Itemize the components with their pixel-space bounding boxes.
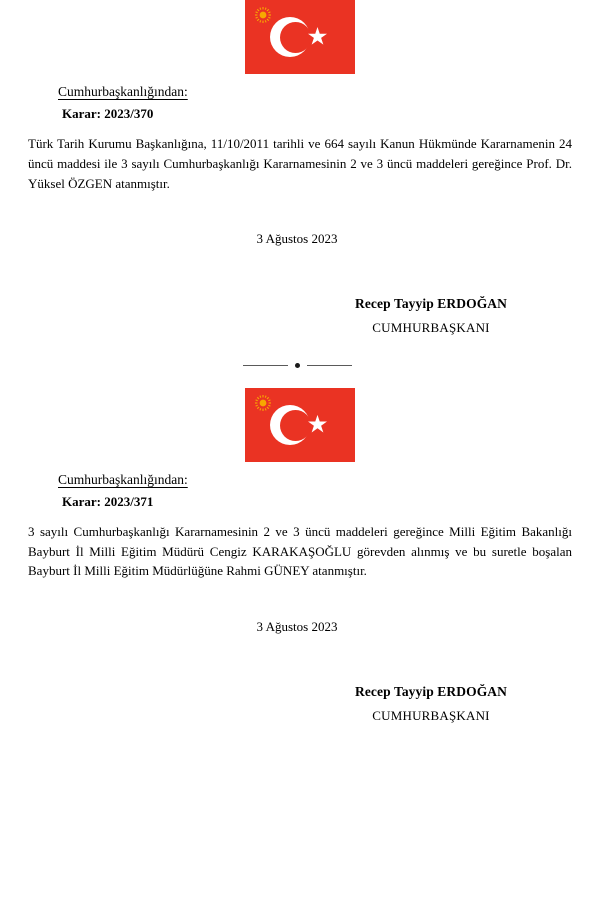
decree-date: 3 Ağustos 2023	[256, 231, 338, 247]
decision-number: Karar: 2023/371	[62, 493, 154, 509]
sunburst-icon	[254, 394, 272, 412]
crescent-cutout	[280, 22, 311, 53]
flag-container	[0, 0, 600, 74]
decree-block	[0, 388, 600, 725]
signature-block	[0, 295, 600, 336]
signer-title: CUMHURBAŞKANI	[372, 707, 490, 723]
decree-date: 3 Ağustos 2023	[256, 619, 338, 635]
turkish-flag-icon	[245, 388, 355, 462]
signer-title: CUMHURBAŞKANI	[372, 319, 490, 335]
signer-name: Recep Tayyip ERDOĞAN	[354, 296, 508, 312]
separator-rule-left	[243, 365, 288, 366]
issuing-authority: Cumhurbaşkanlığından:	[58, 84, 188, 99]
decree-body: 3 sayılı Cumhurbaşkanlığı Kararnamesinin 2 ve 3 üncü maddeleri gereğince Milli Eğitim Bakanlığı Bayburt İl Milli Eğitim Müdürü Cengiz KARAKAŞOĞLU görevden alınmış ve bu suretle boşalan Bayburt İl Milli Eğitim Müdürlüğüne Rahmi GÜNEY atanmıştır.	[28, 523, 572, 579]
signature-block	[0, 683, 600, 724]
decree-block	[0, 0, 600, 337]
turkish-flag-icon	[245, 0, 355, 74]
separator-dot-icon	[295, 363, 300, 368]
crescent-cutout	[280, 410, 311, 441]
decision-number: Karar: 2023/370	[62, 105, 154, 121]
signer-name: Recep Tayyip ERDOĞAN	[354, 684, 508, 700]
issuing-authority: Cumhurbaşkanlığından:	[58, 471, 188, 487]
spacer	[0, 368, 600, 388]
decree-body: Türk Tarih Kurumu Başkanlığına, 11/10/2011 tarihli ve 664 sayılı Kanun Hükmünde Kararnamenin 24 üncü maddesi ile 3 sayılı Cumhurbaşkanlığı Kararnamesinin 2 ve 3 üncü maddeleri gereğince Prof. Dr. Yüksel ÖZGEN atanmıştır.	[28, 136, 572, 191]
flag-container	[0, 388, 600, 462]
separator-rule-right	[307, 365, 352, 366]
sunburst-icon	[254, 6, 272, 24]
